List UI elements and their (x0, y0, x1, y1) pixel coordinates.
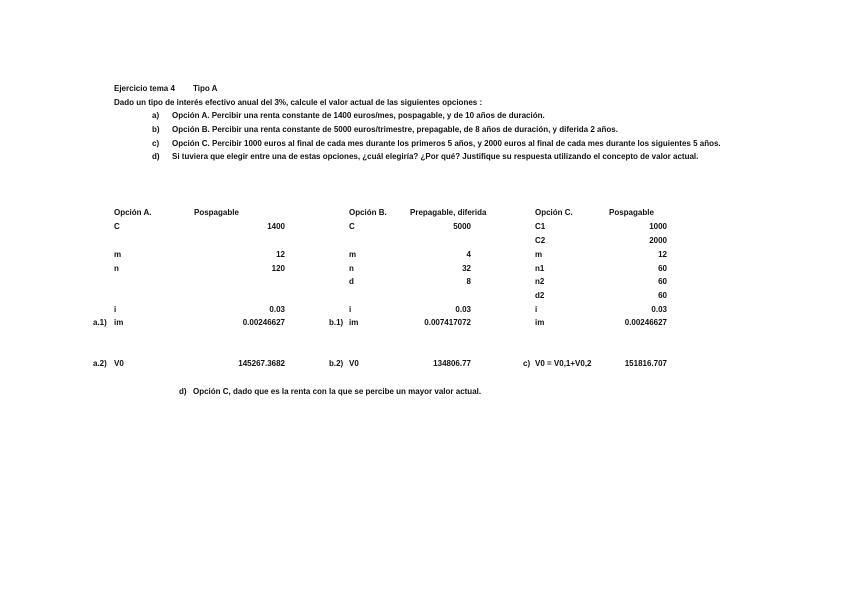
optC-n2-label: n2 (535, 277, 545, 286)
optB-d-label: d (349, 277, 354, 286)
conclusion-label: d) (179, 387, 187, 396)
optC-im-value: 0.00246627 (624, 318, 667, 327)
item-d-label: d) (152, 152, 160, 161)
optB-n-label: n (349, 264, 354, 273)
optC-v0-value: 151816.707 (624, 359, 667, 368)
optB-im-tag: b.1) (329, 318, 344, 327)
optA-v0-tag: a.2) (93, 359, 107, 368)
optC-n2-value: 60 (658, 277, 667, 286)
optC-i-value: 0.03 (651, 305, 667, 314)
optB-im-label: im (349, 318, 359, 327)
optA-im-tag: a.1) (93, 318, 107, 327)
optA-v0-value: 145267.3682 (238, 359, 285, 368)
optA-n-value: 120 (271, 264, 285, 273)
optB-m-label: m (349, 250, 357, 259)
optA-m-value: 12 (276, 250, 285, 259)
optB-im-value: 0.007417072 (424, 318, 471, 327)
item-d-text: Si tuviera que elegir entre una de estas opciones, ¿cuál elegiría? ¿Por qué? Justifique su respuesta utilizando el concepto de valor actual. (172, 152, 699, 161)
item-c-text: Opción C. Percibir 1000 euros al final de cada mes durante los primeros 5 años, y 2000 euros al final de cada mes durante los siguientes 5 años. (172, 139, 721, 148)
optC-m-label: m (535, 250, 543, 259)
optA-im-value: 0.00246627 (242, 318, 285, 327)
optB-v0-value: 134806.77 (433, 359, 471, 368)
exercise-title: Ejercicio tema 4 (114, 84, 175, 93)
exercise-type: Tipo A (193, 84, 218, 93)
optC-v0-tag: c) (523, 359, 531, 368)
optC-C2-value: 2000 (649, 236, 667, 245)
optC-v0-label: V0 = V0,1+V0,2 (535, 359, 592, 368)
optB-m-value: 4 (466, 250, 471, 259)
optB-v0-label: V0 (349, 359, 359, 368)
optC-n1-value: 60 (658, 264, 667, 273)
optB-C-value: 5000 (453, 222, 471, 231)
optA-C-label: C (114, 222, 120, 231)
optC-m-value: 12 (658, 250, 667, 259)
optC-C1-value: 1000 (649, 222, 667, 231)
item-b-label: b) (152, 125, 160, 134)
optA-i-value: 0.03 (269, 305, 285, 314)
optC-type: Pospagable (609, 208, 654, 217)
optC-n1-label: n1 (535, 264, 545, 273)
optC-d2-label: d2 (535, 291, 545, 300)
item-a-text: Opción A. Percibir una renta constante de 1400 euros/mes, pospagable, y de 10 años de duración. (172, 111, 545, 120)
optB-i-label: i (349, 305, 352, 314)
optB-i-value: 0.03 (455, 305, 471, 314)
item-a-label: a) (152, 111, 160, 120)
conclusion-text: Opción C, dado que es la renta con la que se percibe un mayor valor actual. (193, 387, 482, 396)
exercise-intro: Dado un tipo de interés efectivo anual del 3%, calcule el valor actual de las siguientes opciones : (114, 98, 483, 107)
optC-C2-label: C2 (535, 236, 546, 245)
optB-d-value: 8 (466, 277, 471, 286)
optC-C1-label: C1 (535, 222, 546, 231)
optA-C-value: 1400 (267, 222, 285, 231)
optB-C-label: C (349, 222, 355, 231)
optA-n-label: n (114, 264, 119, 273)
optB-n-value: 32 (462, 264, 471, 273)
optC-title: Opción C. (535, 208, 573, 217)
optC-d2-value: 60 (658, 291, 667, 300)
item-b-text: Opción B. Percibir una renta constante de 5000 euros/trimestre, prepagable, de 8 años de duración, y diferida 2 años. (172, 125, 618, 134)
item-c-label: c) (152, 139, 160, 148)
optA-v0-label: V0 (114, 359, 124, 368)
optA-im-label: im (114, 318, 124, 327)
optB-v0-tag: b.2) (329, 359, 344, 368)
optA-i-label: i (114, 305, 117, 314)
optA-type: Pospagable (194, 208, 239, 217)
optA-m-label: m (114, 250, 122, 259)
optA-title: Opción A. (114, 208, 152, 217)
optB-title: Opción B. (349, 208, 387, 217)
optB-type: Prepagable, diferida (410, 208, 487, 217)
optC-i-label: i (535, 305, 538, 314)
optC-im-label: im (535, 318, 545, 327)
